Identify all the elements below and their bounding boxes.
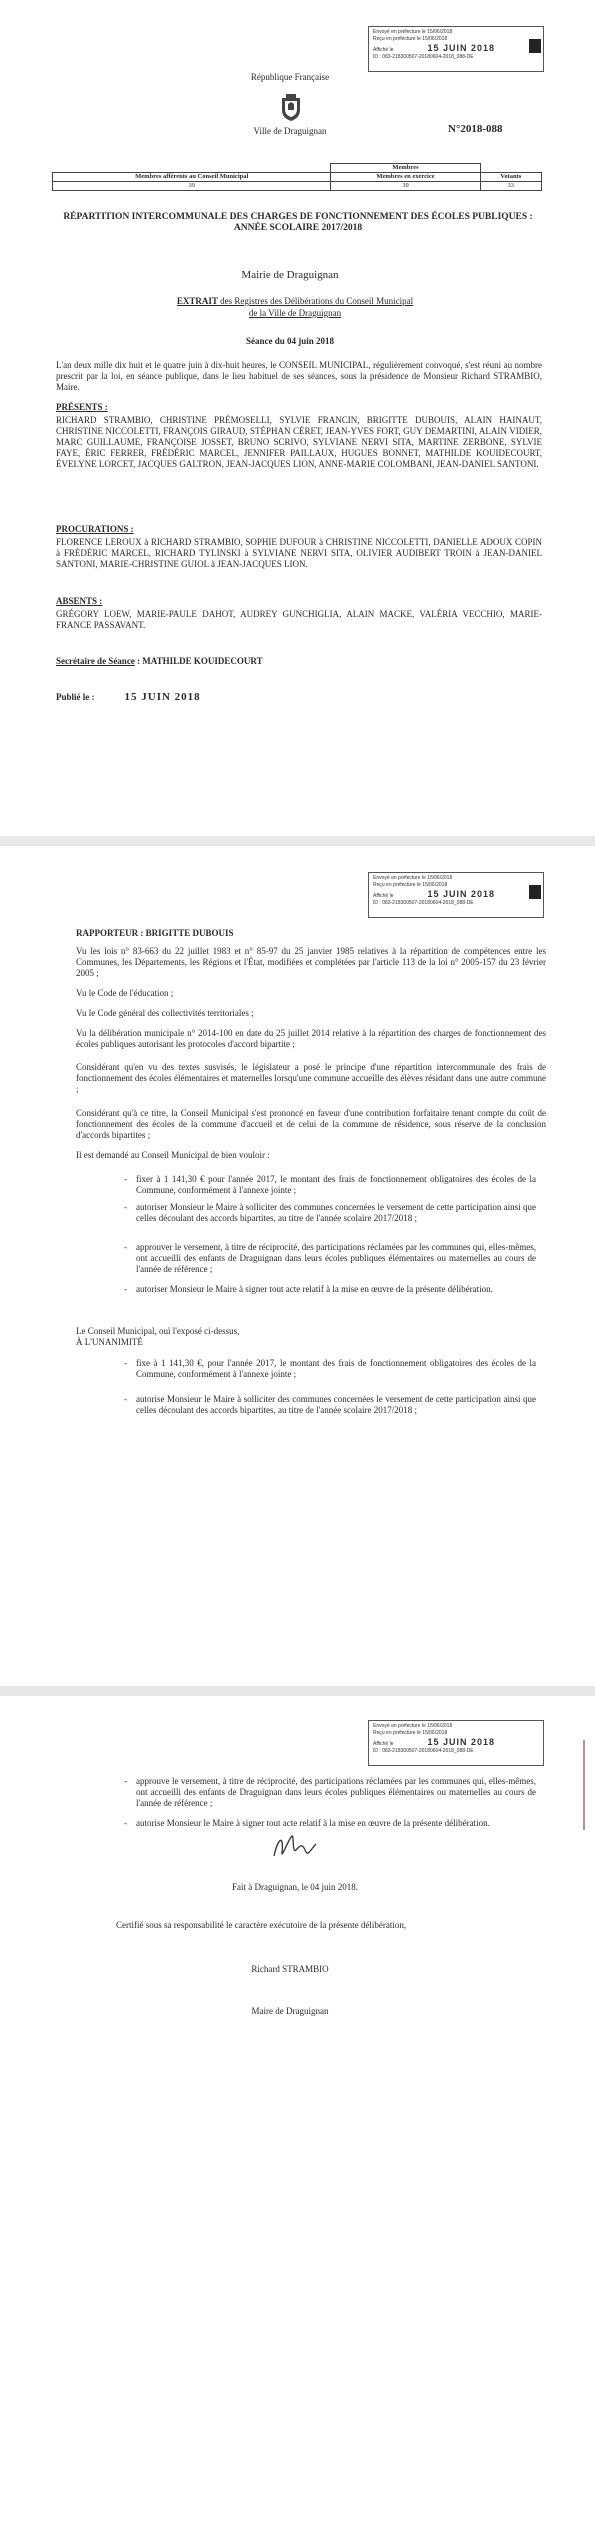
members-col-header: Membres afférents au Conseil Municipal xyxy=(53,173,331,182)
stamp-line: ID : 083-218300507-20180604-2018_088-DE xyxy=(373,54,474,60)
publie-label: Publié le : xyxy=(56,692,95,702)
stamp-line: ID : 083-218300507-20180604-2018_088-DE xyxy=(373,1748,474,1754)
unanimite-line: À L'UNANIMITÉ xyxy=(76,1337,143,1347)
city-coat-of-arms-icon xyxy=(280,94,302,122)
secretaire-label: Secrétaire de Séance xyxy=(56,656,135,666)
stamp-date: 15 JUIN 2018 xyxy=(427,43,496,53)
barcode-mark xyxy=(529,885,541,899)
page-1 xyxy=(0,0,595,836)
members-col-header: Votants xyxy=(480,173,541,182)
seance-date: Séance du 04 juin 2018 xyxy=(245,336,334,346)
stamp-line: Envoyé en préfecture le 15/06/2018 xyxy=(373,1723,453,1729)
signer-name: Richard STRAMBIO xyxy=(251,1964,329,1974)
extrait-word: EXTRAIT xyxy=(176,296,218,306)
demande-line: Il est demandé au Conseil Municipal de bien vouloir : xyxy=(76,1150,270,1160)
procurations-list: FLORENCE LEROUX à RICHARD STRAMBIO, SOPHIE DUFOUR à CHRISTINE NICCOLETTI, DANIELLE ADOUX COPIN à FRÉDÉRIC MARCEL, RICHARD TYLINSKI à SYLVIANE NERVI SITA, OLIVIER AUDIBERT TROIN à JEAN-DANIEL SANTONI, MARIE-CHRISTINE GUIOL à JEAN-JACQUES LION. xyxy=(56,537,542,569)
members-value: 39 xyxy=(331,182,480,191)
stamp-line: Reçu en préfecture le 15/06/2018 xyxy=(373,1730,448,1736)
publie-date: 15 JUIN 2018 xyxy=(124,691,201,703)
members-col-header: Membres en exercice xyxy=(331,173,480,182)
prefecture-stamp xyxy=(368,1720,544,1766)
stamp-line: Affiché le 15 JUIN 2018 xyxy=(373,1737,496,1747)
proposal-item: - approuver le versement, à titre de réciprocité, des participations réclamées par les communes qui, elles-mêmes, ont accueilli des enfants de Draguignan dans leurs écoles publiques élémentaires ou maternelles au cours de l'année de référence ; xyxy=(124,1242,536,1274)
proposal-item: - autoriser Monsieur le Maire à solliciter des communes concernées le versement de cette participation ainsi que celles découlant des accords bipartites, au titre de l'année scolaire 2017/2018 ; xyxy=(124,1202,536,1223)
procurations-label: PROCURATIONS : xyxy=(56,524,134,534)
vu-paragraph: Vu la délibération municipale n° 2014-100 en date du 25 juillet 2014 relative à la répartition des charges de fonctionnement des écoles publiques autorisant les protocoles d'accord bipartite ; xyxy=(76,1028,546,1049)
certifie-line: Certifié sous sa responsabilité le caractère exécutoire de la présente délibération, xyxy=(116,1920,407,1930)
stamp-date: 15 JUIN 2018 xyxy=(427,1737,496,1747)
stamp-date: 15 JUIN 2018 xyxy=(427,889,496,899)
rapporteur: RAPPORTEUR : BRIGITTE DUBOUIS xyxy=(76,928,234,938)
vu-paragraph: Vu le Code général des collectivités territoriales ; xyxy=(76,1008,254,1018)
extrait-rest: des Registres des Délibérations du Conseil Municipal xyxy=(217,296,414,306)
absents-list: GRÉGORY LOEW, MARIE-PAULE DAHOT, AUDREY GUNCHIGLIA, ALAIN MACKE, VALÉRIA VECCHIO, MARIE-FRANCE PASSAVANT. xyxy=(56,609,542,630)
decision-item: - approuve le versement, à titre de réciprocité, des participations réclamées par les communes qui, elles-mêmes, ont accueilli des enfants de Draguignan dans leurs écoles publiques élémentaires ou maternelles au cours de l'année de référence ; xyxy=(124,1776,536,1808)
absents-label: ABSENTS : xyxy=(56,596,103,606)
prefecture-stamp xyxy=(368,872,544,918)
stamp-line: Envoyé en préfecture le 15/06/2018 xyxy=(373,29,453,35)
decision-item: - autorise Monsieur le Maire à solliciter des communes concernées le versement de cette participation ainsi que celles découlant des accords bipartites, au titre de l'année scolaire 2017/2018 ; xyxy=(124,1394,536,1415)
considerant-paragraph: Considérant qu'en vu des textes susvisés, le législateur a posé le principe d'une répartition intercommunale des frais de fonctionnement des écoles élémentaires et maternelles lorsqu'une commune accueille des élèves résidant dans une autre commune ; xyxy=(76,1062,546,1094)
stamp-line: ID : 083-218300507-20180604-2018_088-DE xyxy=(373,900,474,906)
members-table xyxy=(52,163,542,191)
city-label: Ville de Draguignan xyxy=(253,126,327,136)
decision-item: - fixe à 1 141,30 €, pour l'année 2017, le montant des frais de fonctionnement obligatoires des écoles de la Commune, conformément à l'annexe jointe ; xyxy=(124,1358,536,1379)
considerant-paragraph: Considérant qu'à ce titre, la Conseil Municipal s'est prononcé en faveur d'une contribution forfaitaire tenant compte du coût de fonctionnement des écoles de la commune d'accueil et de celui de la commune de résidence, sous réserve de la conclusion d'accords bipartites ; xyxy=(76,1108,546,1140)
members-value: 39 xyxy=(53,182,331,191)
fait-line: Fait à Draguignan, le 04 juin 2018. xyxy=(232,1882,358,1892)
proposal-item: - fixer à 1 141,30 € pour l'année 2017, le montant des frais de fonctionnement obligatoires des écoles de la Commune, conformément à l'annexe jointe ; xyxy=(124,1174,536,1195)
mayor-signature-icon xyxy=(268,1830,318,1864)
vu-paragraph: Vu les lois n° 83-663 du 22 juillet 1983 et n° 85-97 du 25 janvier 1985 relatives à la répartition de compétences entre les Communes, les Départements, les Régions et l'État, modifiées et complétées par l'article 113 de la loi n° 2005-157 du 23 février 2005 ; xyxy=(76,946,546,978)
stamp-line: Reçu en préfecture le 15/06/2018 xyxy=(373,36,448,42)
document-title: RÉPARTITION INTERCOMMUNALE DES CHARGES DE FONCTIONNEMENT DES ÉCOLES PUBLIQUES : ANNÉE SCOLAIRE 2017/2018 xyxy=(63,212,533,233)
page-3 xyxy=(0,1696,595,2536)
members-title: Membres xyxy=(331,164,480,173)
secretaire-value: : MATHILDE KOUIDECOURT xyxy=(134,656,263,666)
stamp-line: Reçu en préfecture le 15/06/2018 xyxy=(373,882,448,888)
presents-list: RICHARD STRAMBIO, CHRISTINE PRÉMOSELLI, SYLVIE FRANCIN, BRIGITTE DUBOUIS, ALAIN HAINAUT, CHRISTINE NICCOLETTI, FRANÇOIS GIRAUD, STÉPHAN CÉRET, JEAN-YVES FORT, GUY DEMARTINI, ALAIN VIDIER, MARC GUILLAUME, FRANÇOISE JOSSET, BRUNO SCRIVO, SYLVIANE NERVI SITA, MARTINE ZERBONE, SYLVIE FAYE, ÉRIC FERRER, FRÉDÉRIC MARCEL, JENNIFER PAILLAUX, HUGUES BONNET, MATHILDE KOUIDECOURT, ÉVELYNE LORCET, JACQUES GALTRON, JEAN-JACQUES LION, ANNE-MARIE COLOMBANI, JEAN-DANIEL SANTONI. xyxy=(56,415,542,469)
extrait-heading xyxy=(100,296,490,307)
deliberation-number: N°2018-088 xyxy=(448,123,503,135)
mairie-heading: Mairie de Draguignan xyxy=(241,269,339,281)
republic-label: République Française xyxy=(250,72,330,82)
intro-paragraph: L'an deux mille dix huit et le quatre juin à dix-huit heures, le CONSEIL MUNICIPAL, régulièrement convoqué, s'est réuni au nombre prescrit par la loi, en séance publique, dans le lieu habituel de ses séances, sous la présidence de Monsieur Richard STRAMBIO, Maire. xyxy=(56,360,542,392)
stamp-line: Affiché le 15 JUIN 2018 xyxy=(373,889,496,899)
vu-paragraph: Vu le Code de l'éducation ; xyxy=(76,988,174,998)
secretaire-line xyxy=(56,656,263,667)
extrait-line2: de la Ville de Draguignan xyxy=(248,308,342,318)
page-2 xyxy=(0,846,595,1686)
scan-edge-mark xyxy=(583,1740,585,1830)
stamp-line: Envoyé en préfecture le 15/06/2018 xyxy=(373,875,453,881)
prefecture-stamp xyxy=(368,26,544,72)
publie-line xyxy=(56,692,201,703)
proposal-item: - autoriser Monsieur le Maire à signer tout acte relatif à la mise en œuvre de la présente délibération. xyxy=(124,1284,493,1294)
presents-label: PRÉSENTS : xyxy=(56,402,108,412)
signer-title: Maire de Draguignan xyxy=(251,2006,329,2016)
conseil-line: Le Conseil Municipal, ouï l'exposé ci-dessus, xyxy=(76,1326,240,1336)
stamp-line: Affiché le 15 JUIN 2018 xyxy=(373,43,496,53)
decision-item: - autorise Monsieur le Maire à signer tout acte relatif à la mise en œuvre de la présente délibération. xyxy=(124,1818,490,1828)
barcode-mark xyxy=(529,39,541,53)
members-value: 33 xyxy=(480,182,541,191)
